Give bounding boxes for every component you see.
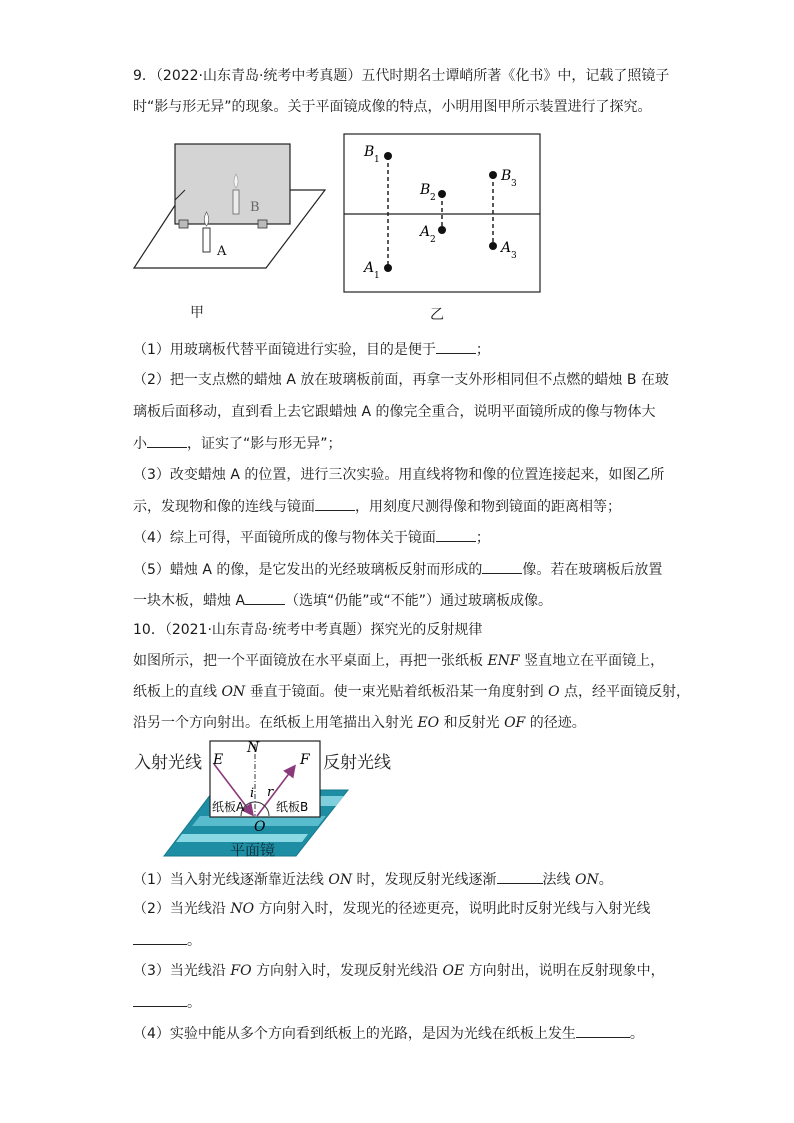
q10-p3: 沿另一个方向射出。在纸板上用笔描出入射光 EO 和反射光 OF 的径迹。 [133, 715, 586, 731]
candle-b-label: B [250, 200, 260, 215]
caption-jia: 甲 [190, 305, 204, 321]
plate-support-right [258, 220, 267, 228]
label-b3: B [501, 168, 512, 184]
answer-blank[interactable] [497, 869, 543, 884]
q9-line-1: 9．（2022·山东青岛·统考中考真题）五代时期名士谭峭所著《化书》中，记载了照镜子 [133, 68, 670, 84]
glass-plate [175, 144, 290, 224]
label-b1-sub: 1 [374, 155, 380, 165]
label-a2-sub: 2 [430, 235, 436, 245]
q10-s3-cont: 。 [133, 992, 201, 1013]
label-a3-sub: 3 [511, 251, 517, 261]
board-b-label: 纸板B [276, 800, 309, 814]
label-a3: A [501, 240, 512, 256]
mirror-label: 平面镜 [230, 841, 276, 859]
q9-line-2: 时“影与形无异”的现象。关于平面镜成像的特点，小明用图甲所示装置进行了探究。 [133, 99, 652, 115]
label-a1: A [364, 260, 375, 276]
q9-s1: （1）用玻璃板代替平面镜进行实验，目的是便于 ； [133, 339, 490, 360]
label-r: r [267, 785, 274, 800]
q10-s4: （4）实验中能从多个方向看到纸板上的光路，是因为光线在纸板上发生 。 [133, 1023, 644, 1044]
answer-blank[interactable] [133, 992, 187, 1007]
answer-blank[interactable] [147, 433, 187, 448]
q10-title: 10．（2021·山东青岛·统考中考真题）探究光的反射规律 [133, 622, 483, 638]
answer-blank[interactable] [315, 496, 355, 511]
point-b1 [384, 152, 392, 160]
label-b2-sub: 2 [430, 193, 436, 203]
label-e: E [213, 752, 224, 768]
point-a1 [384, 264, 392, 272]
figure-jia [130, 138, 330, 278]
answer-blank[interactable] [245, 590, 285, 605]
q10-s3: （3）当光线沿 FO 方向射入时，发现反射光线沿 OE 方向射出，说明在反射现象中， [133, 963, 665, 979]
label-b2: B [420, 182, 431, 198]
answer-blank[interactable] [576, 1023, 630, 1038]
q10-s2: （2）当光线沿 NO 方向射入时，发现光的径迹更亮，说明此时反射光线与入射光线 [133, 901, 651, 917]
board-a-label: 纸板A [212, 800, 245, 814]
candle-b [233, 190, 239, 214]
answer-blank[interactable] [482, 559, 522, 574]
point-b3 [489, 171, 497, 179]
q10-s2-cont: 。 [133, 930, 201, 951]
q9-s3-l1: （3）改变蜡烛 A 的位置，进行三次实验。用直线将物和像的位置连接起来，如图乙所 [133, 467, 665, 483]
answer-blank[interactable] [436, 527, 476, 542]
label-a2: A [420, 224, 431, 240]
q9-s5-l1: （5）蜡烛 A 的像，是它发出的光经玻璃板反射而形成的 像。若在玻璃板后放置 [133, 559, 662, 580]
figure-yi [340, 130, 550, 300]
q10-p2: 纸板上的直线 ON 垂直于镜面。使一束光贴着纸板沿某一角度射到 O 点，经平面镜反射， [133, 684, 691, 700]
q9-s2-l2: 璃板后面移动，直到看上去它跟蜡烛 A 的像完全重合，说明平面镜所成的像与物体大 [133, 404, 656, 420]
point-a2 [438, 226, 446, 234]
point-b2 [438, 190, 446, 198]
caption-yi: 乙 [430, 307, 444, 323]
q9-s2-l1: （2）把一支点燃的蜡烛 A 放在玻璃板前面，再拿一支外形相同但不点燃的蜡烛 B 在玻 [133, 372, 669, 388]
q10-p1: 如图所示，把一个平面镜放在水平桌面上，再把一张纸板 ENF 竖直地立在平面镜上， [133, 653, 665, 669]
label-o: O [254, 819, 266, 835]
incident-ray-label: 入射光线 [134, 753, 202, 773]
reflected-ray-label: 反射光线 [323, 753, 391, 773]
label-b1: B [364, 144, 375, 160]
candle-a-label: A [217, 244, 227, 259]
plate-support-left [179, 220, 188, 228]
q9-s3-l2: 示，发现物和像的连线与镜面 ，用刻度尺测得像和物到镜面的距离相等； [133, 496, 621, 517]
label-a1-sub: 1 [374, 271, 380, 281]
label-i: i [250, 786, 255, 801]
label-b3-sub: 3 [511, 179, 517, 189]
q9-s4: （4）综上可得，平面镜所成的像与物体关于镜面 ； [133, 527, 490, 548]
label-n: N [247, 740, 260, 756]
point-a3 [489, 242, 497, 250]
q9-s5-l2: 一块木板，蜡烛 A （选填“仍能”或“不能”）通过玻璃板成像。 [133, 590, 552, 611]
q9-s2-l3: 小 ，证实了“影与形无异”； [133, 433, 342, 454]
candle-a [203, 228, 210, 252]
answer-blank[interactable] [133, 930, 187, 945]
answer-blank[interactable] [436, 339, 476, 354]
label-f: F [300, 752, 310, 768]
q10-s1: （1）当入射光线逐渐靠近法线 ON 时，发现反射光线逐渐 法线 ON。 [133, 869, 613, 890]
